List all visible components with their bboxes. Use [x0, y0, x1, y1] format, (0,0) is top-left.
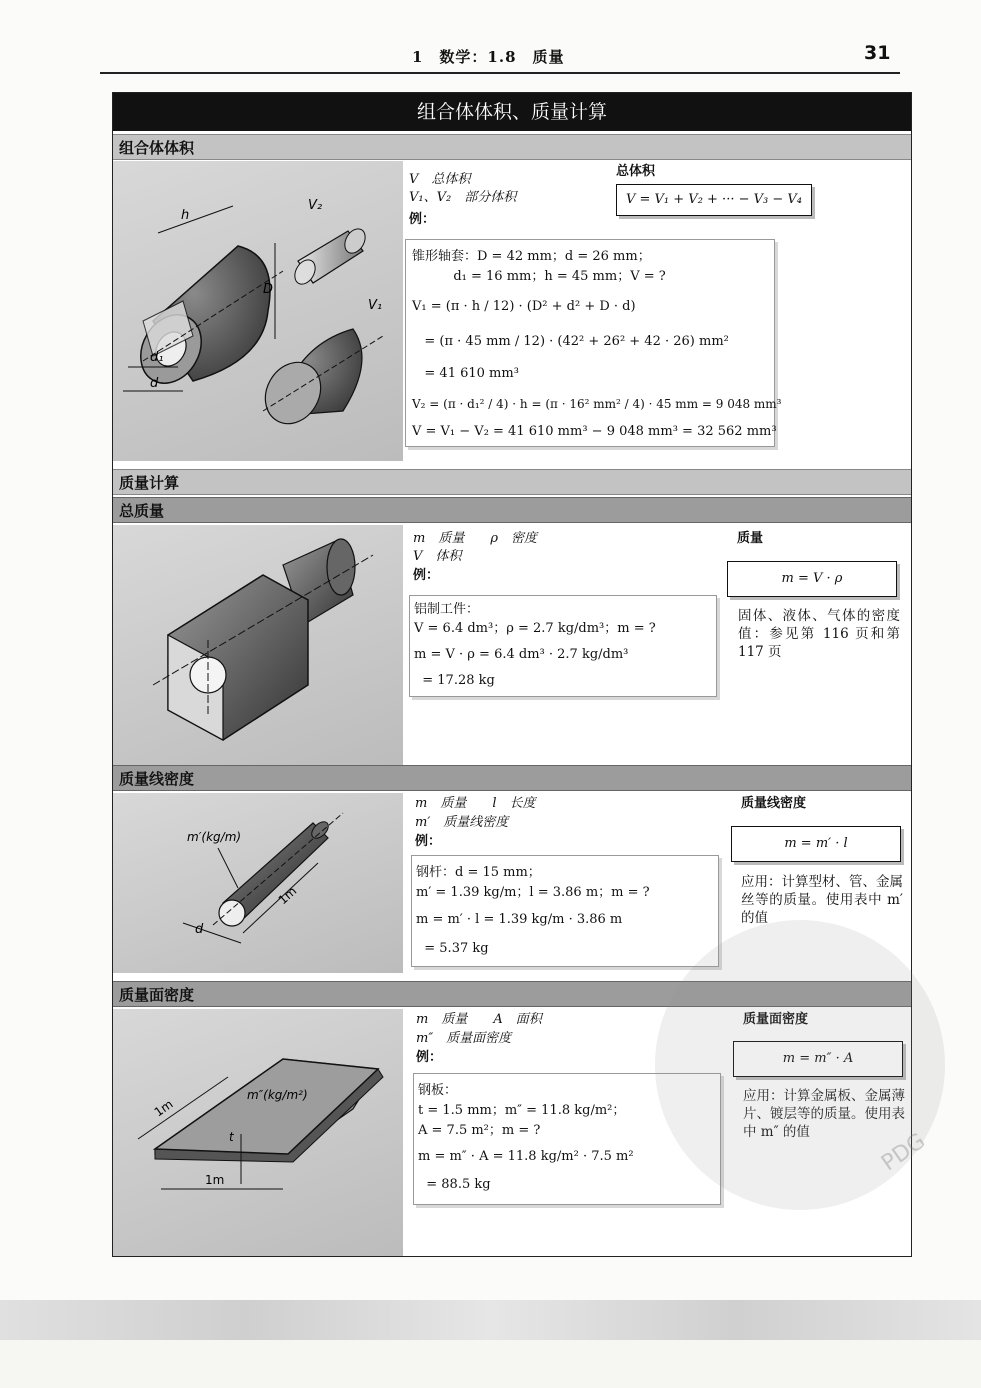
example-line: = 88.5 kg	[418, 1177, 491, 1192]
label-d: d	[195, 922, 204, 937]
example-label: 例：	[416, 1050, 443, 1065]
figure-conical-bushing	[113, 161, 403, 461]
example-line: m′ = 1.39 kg/m；l = 3.86 m；m = ?	[416, 885, 650, 900]
legend-line-2: V₁、V₂ 部分体积	[409, 190, 517, 205]
example-label: 例：	[415, 834, 442, 849]
example-line: 钢板：	[418, 1083, 458, 1098]
example-line: 钢杆：d = 15 mm；	[416, 865, 541, 880]
example-box-bushing	[405, 239, 782, 447]
legend-line-1: m 质量 l 长度	[415, 796, 536, 811]
formula-linear-density: m = m′ · l	[731, 826, 901, 862]
figure-steel-rod	[113, 793, 403, 973]
label-1m-side: 1m	[151, 1096, 176, 1120]
legend-line-1: m 质量 ρ 密度	[413, 531, 537, 546]
label-h: h	[181, 208, 190, 223]
legend-line-1: m 质量 A 面积	[416, 1012, 542, 1027]
example-line: d₁ = 16 mm；h = 45 mm；V = ?	[412, 269, 666, 284]
figure-aluminum-part	[113, 525, 403, 765]
example-line: V = V₁ − V₂ = 41 610 mm³ − 9 048 mm³ = 32 562 mm³	[412, 424, 777, 439]
example-line: V₂ = (π · d₁² / 4) · h = (π · 16² mm² / 4) · 45 mm = 9 048 mm³	[412, 397, 782, 411]
band-total-mass: 总质量	[113, 497, 911, 523]
example-line: A = 7.5 m²；m = ?	[418, 1123, 541, 1138]
steel-plate-drawing	[113, 1009, 403, 1256]
linear-density-application-note: 应用：计算型材、管、金属丝等的质量。使用表中 m′ 的值	[741, 874, 903, 926]
formula-title-mass: 质量	[737, 531, 764, 546]
figure-steel-plate	[113, 1009, 403, 1256]
example-line: = 5.37 kg	[416, 941, 489, 956]
steel-rod-drawing	[113, 793, 403, 973]
band-linear-density: 质量线密度	[113, 765, 911, 791]
legend-line-2: m″ 质量面密度	[416, 1031, 512, 1046]
label-1m: 1m	[275, 883, 300, 908]
example-label: 例：	[409, 212, 436, 227]
legend-line-2: m′ 质量线密度	[415, 815, 509, 830]
band-area-density: 质量面密度	[113, 981, 911, 1007]
formula-title-area-density: 质量面密度	[743, 1012, 809, 1027]
example-box-steel-rod	[411, 855, 719, 967]
formula-mass: m = V · ρ	[727, 561, 897, 597]
formula-title-linear-density: 质量线密度	[741, 796, 807, 811]
example-line: = 17.28 kg	[414, 673, 495, 688]
label-d1: d₁	[150, 350, 164, 365]
label-V2: V₂	[308, 198, 323, 213]
header-rule	[100, 72, 900, 74]
area-density-application-note: 应用：计算金属板、金属薄片、镀层等的质量。使用表中 m″ 的值	[743, 1088, 905, 1140]
formula-title-total-volume: 总体积	[616, 164, 656, 179]
legend-line-1: V 总体积	[409, 172, 471, 187]
conical-bushing-drawing	[113, 161, 403, 461]
example-line: m = V · ρ = 6.4 dm³ · 2.7 kg/dm³	[414, 647, 629, 662]
example-line: m = m′ · l = 1.39 kg/m · 3.86 m	[416, 912, 623, 927]
page-number: 31	[864, 42, 891, 64]
legend-line-2: V 体积	[413, 549, 462, 564]
example-line: t = 1.5 mm；m″ = 11.8 kg/m²；	[418, 1103, 626, 1118]
example-line: 铝制工件：	[414, 602, 480, 617]
example-line: 锥形轴套：D = 42 mm；d = 26 mm；	[412, 249, 651, 264]
label-V1: V₁	[368, 298, 383, 313]
example-line: V = 6.4 dm³；ρ = 2.7 kg/dm³；m = ?	[414, 621, 656, 636]
label-D: D	[263, 282, 274, 297]
formula-total-volume: V = V₁ + V₂ + ··· − V₃ − V₄	[616, 184, 812, 216]
example-line: = (π · 45 mm / 12) · (42² + 26² + 42 · 26) mm²	[412, 334, 729, 349]
example-box-aluminum	[409, 595, 717, 697]
density-reference-note: 固体、液体、气体的密度值：参见第 116 页和第 117 页	[738, 608, 900, 660]
scan-edge	[0, 1300, 981, 1340]
label-t: t	[229, 1130, 234, 1144]
watermark-text: PDG	[877, 1128, 931, 1177]
aluminum-part-drawing	[113, 525, 403, 765]
example-line: m = m″ · A = 11.8 kg/m² · 7.5 m²	[418, 1149, 634, 1164]
band-combined-volume: 组合体体积	[113, 134, 911, 160]
example-line: V₁ = (π · h / 12) · (D² + d² + D · d)	[412, 299, 636, 314]
example-label: 例：	[413, 568, 440, 583]
example-line: = 41 610 mm³	[412, 366, 519, 381]
band-mass-calc: 质量计算	[113, 469, 911, 495]
main-title: 组合体体积、质量计算	[113, 93, 911, 131]
label-d: d	[150, 376, 159, 391]
running-title: 1 数学：1.8 质量	[412, 48, 565, 66]
label-1m-bottom: 1m	[205, 1173, 225, 1187]
formula-area-density: m = m″ · A	[733, 1041, 903, 1077]
label-mdouble: m″(kg/m²)	[247, 1088, 308, 1102]
label-mprime: m′(kg/m)	[187, 830, 242, 844]
